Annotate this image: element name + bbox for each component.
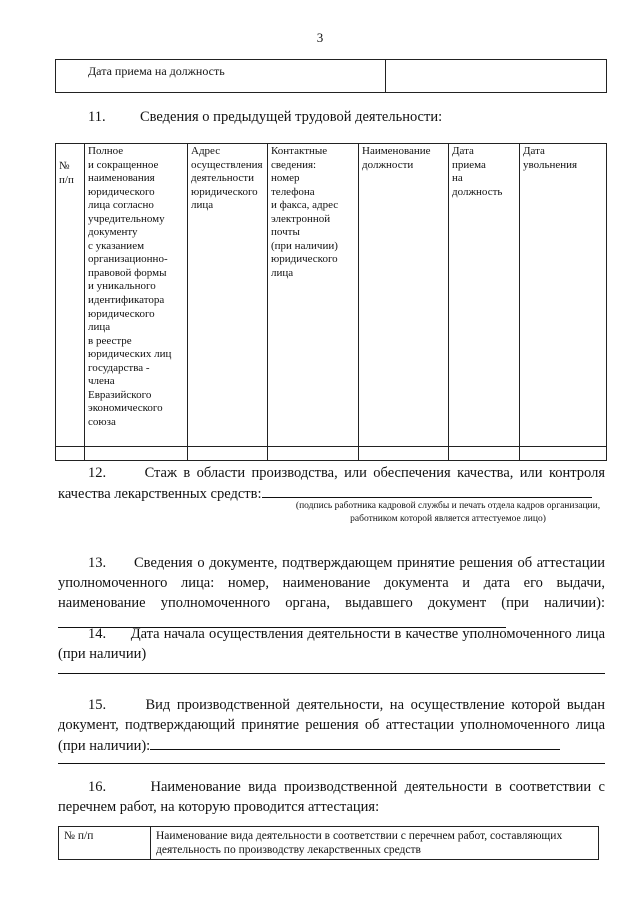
activity-col-name: Наименование вида деятельности в соответствии с перечнем работ, составляющих деятельность по производству лекарственных средств [151,827,599,860]
col-header-position: Наименование должности [359,144,449,447]
section-13-text: Сведения о документе, подтверждающем принятие решения об аттестации уполномоченного лица: номер, наименование документа и дата его выдачи, наименование уполномоченного органа, выдавшего документ (при наличии): [58,555,605,611]
section-15-field[interactable] [150,735,560,750]
col-header-number: № п/п [56,144,85,447]
section-15 [58,695,605,756]
section-15-number: 15. [88,697,107,713]
activity-types-table [58,826,599,860]
activity-table-header [59,827,599,860]
employment-table-row [56,447,607,461]
section-13-number: 13. [88,555,107,571]
cell-position[interactable] [359,447,449,461]
section-11-number: 11. [88,109,106,125]
section-12-field[interactable] [262,483,592,498]
cell-contacts[interactable] [268,447,359,461]
section-13 [58,553,605,634]
section-14-field[interactable] [58,673,605,674]
section-14-number: 14. [88,626,107,642]
activity-col-number: № п/п [59,827,151,860]
col-header-legal-name: Полное и сокращенное наименования юридического лица согласно учредительному документу с указанием организационно- правовой формы и уникального идентификатора юридического лица в реестре юридических лиц государства - члена Евразийского экономического союза [85,144,188,447]
cell-legal-name[interactable] [85,447,188,461]
section-11-title: Сведения о предыдущей трудовой деятельности: [140,109,443,125]
section-14 [58,624,605,664]
hire-date-value[interactable] [386,60,607,93]
section-12-text: Стаж в области производства, или обеспечения качества, или контроля качества лекарственных средств: [58,465,605,502]
col-header-contacts: Контактные сведения: номер телефона и факса, адрес электронной почты (при наличии) юридического лица [268,144,359,447]
col-header-hire-date: Дата приема на должность [449,144,520,447]
cell-dismissal-date[interactable] [520,447,607,461]
employment-table-header [56,144,607,447]
col-header-address: Адрес осуществления деятельности юридического лица [188,144,268,447]
section-16-text: Наименование вида производственной деятельности в соответствии с перечнем работ, на которую проводится аттестация: [58,779,605,815]
section-15-extra-line[interactable] [58,763,605,764]
section-11-heading [88,109,442,126]
employment-history-table [55,143,607,461]
page-number: 3 [316,30,324,45]
cell-hire-date[interactable] [449,447,520,461]
hire-date-label: Дата приема на должность [56,60,386,93]
section-16-number: 16. [88,779,107,795]
cell-number[interactable] [56,447,85,461]
section-12-note: (подпись работника кадровой службы и печать отдела кадров организации, работником которой является аттестуемое лицо) [295,501,601,524]
section-12-number: 12. [88,465,107,481]
section-12 [58,463,605,504]
col-header-dismissal-date: Дата увольнения [520,144,607,447]
hire-date-table [55,59,607,93]
section-14-text: Дата начала осуществления деятельности в качестве уполномоченного лица (при наличии) [58,626,606,662]
cell-address[interactable] [188,447,268,461]
section-16 [58,777,605,817]
section-15-text: Вид производственной деятельности, на осуществление которой выдан документ, подтверждающий принятие решения об аттестации уполномоченного лица (при наличии): [58,697,605,754]
